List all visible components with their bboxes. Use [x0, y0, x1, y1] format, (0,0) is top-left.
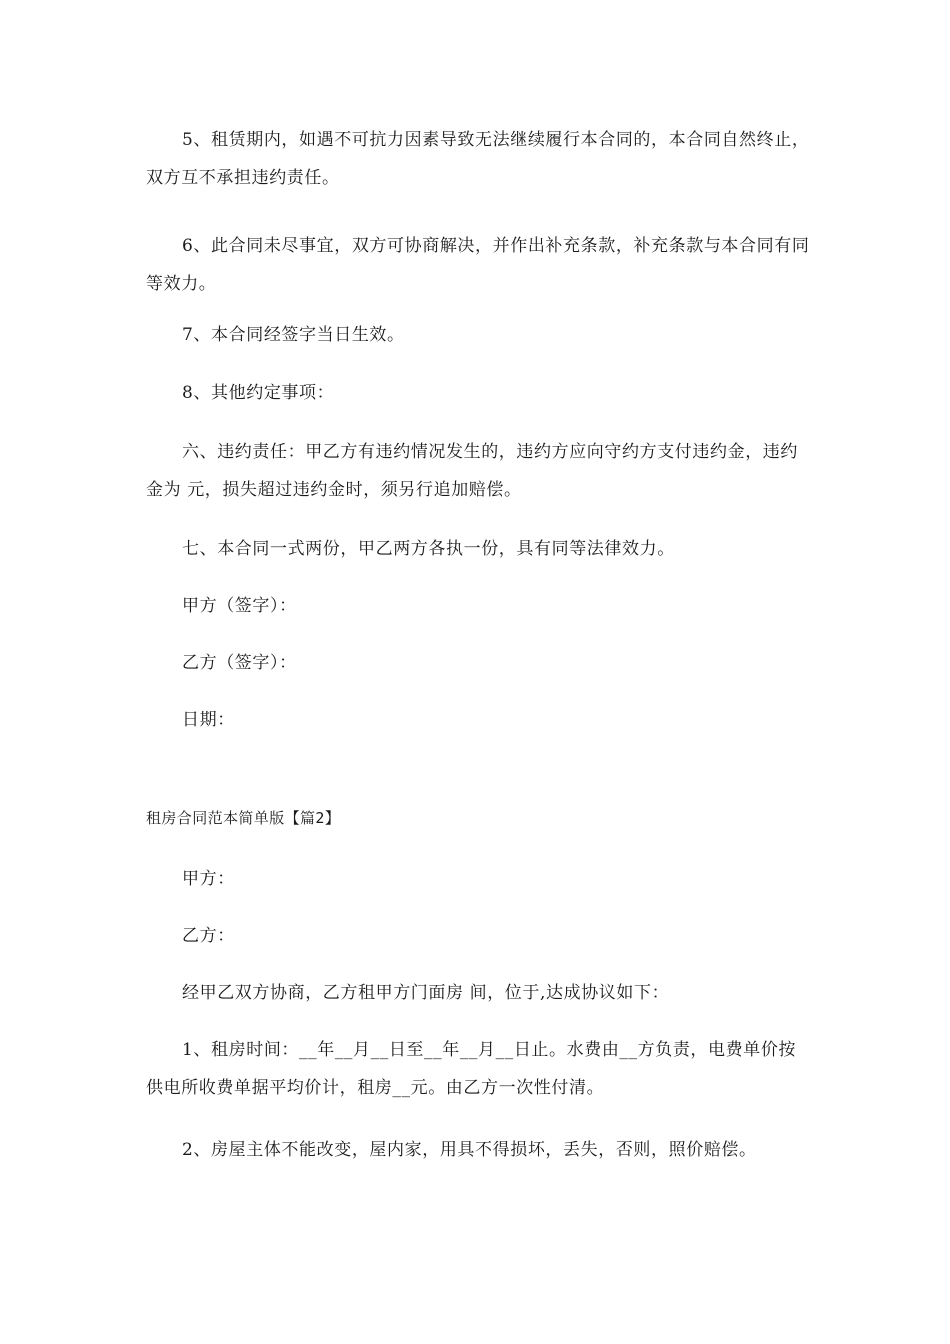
clause-8-other-matters: 8、其他约定事项：	[182, 383, 335, 403]
clause-2-property-care: 2、房屋主体不能改变，屋内家，用具不得损坏，丢失，否则，照价赔偿。	[182, 1140, 757, 1160]
signature-date: 日期：	[182, 710, 235, 730]
party-b-label: 乙方：	[182, 926, 235, 946]
clause-7-effective: 7、本合同经签字当日生效。	[182, 325, 405, 345]
clause-1-rental-period: 1、租房时间：__年__月__日至__年__月__日止。水费由__方负责，电费单价按供电所收费单据平均价计，租房__元。由乙方一次性付清。	[146, 1040, 797, 1098]
clause-5-force-majeure: 5、租赁期内，如遇不可抗力因素导致无法继续履行本合同的，本合同自然终止，双方互不承担违约责任。	[146, 130, 810, 188]
section-heading: 租房合同范本简单版【篇2】	[146, 809, 341, 827]
party-b-signature: 乙方（签字）：	[182, 653, 297, 673]
party-a-signature: 甲方（签字）：	[182, 596, 297, 616]
clause-6-supplementary: 6、此合同未尽事宜，双方可协商解决，并作出补充条款，补充条款与本合同有同等效力。	[146, 236, 810, 294]
clause-copies: 七、本合同一式两份，甲乙两方各执一份，具有同等法律效力。	[182, 539, 675, 559]
party-a-label: 甲方：	[182, 869, 235, 889]
agreement-intro: 经甲乙双方协商，乙方租甲方门面房 间，位于,达成协议如下：	[182, 983, 670, 1003]
clause-breach-liability: 六、违约责任：甲乙方有违约情况发生的，违约方应向守约方支付违约金，违约金为 元，损失超过违约金时，须另行追加赔偿。	[146, 442, 798, 500]
